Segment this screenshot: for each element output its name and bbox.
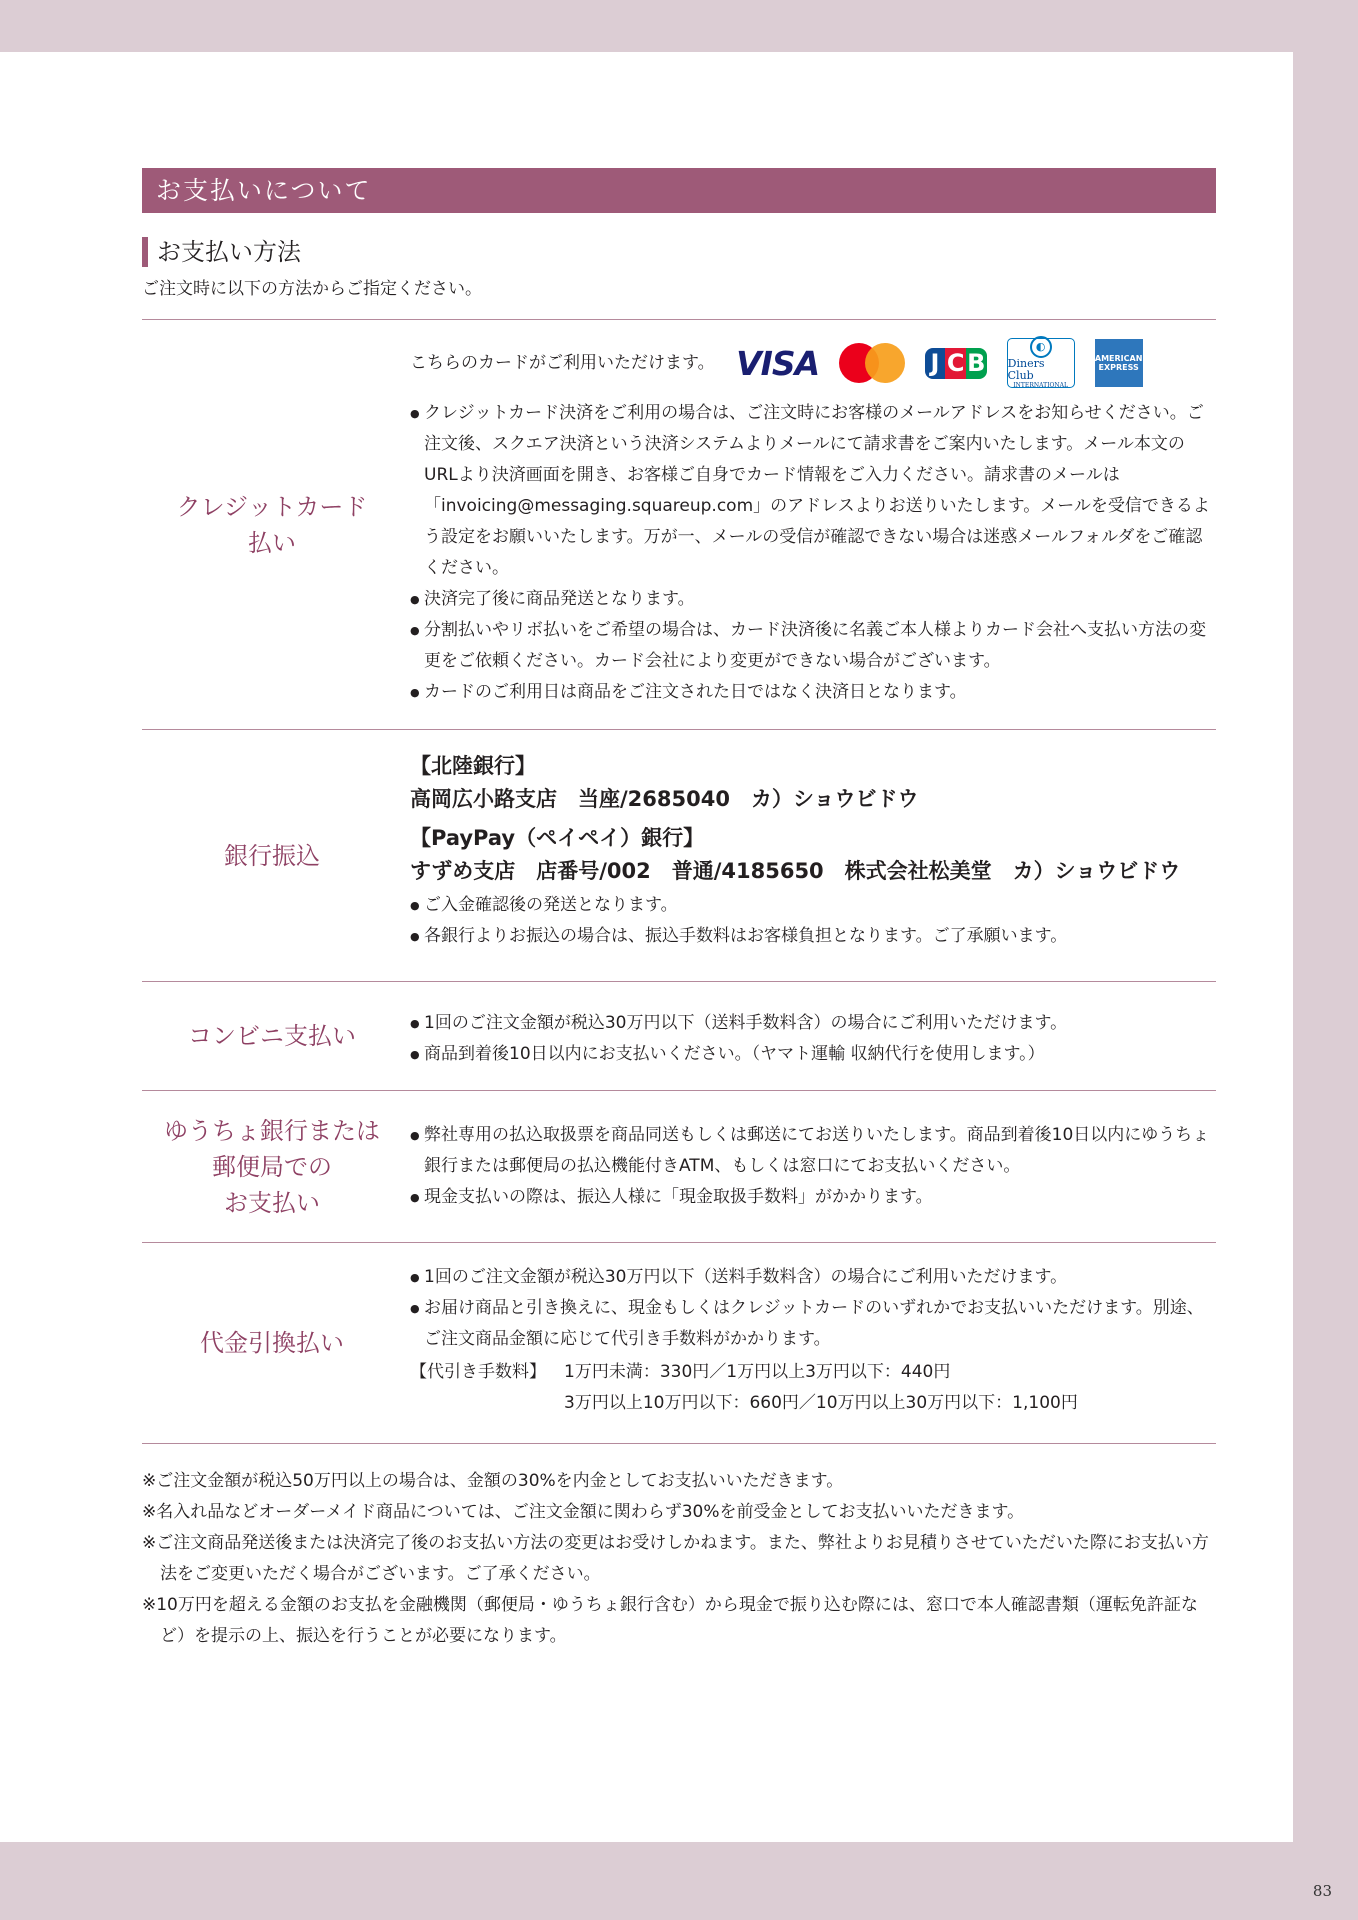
row-postal bbox=[142, 1091, 1216, 1243]
row-convenience-store bbox=[142, 982, 1216, 1091]
row-content bbox=[402, 320, 1216, 729]
bank-bullets bbox=[410, 890, 1216, 952]
list-item: ● 商品到着後10日以内にお支払いください。（ヤマト運輸 収納代行を使用します。） bbox=[410, 1039, 1216, 1070]
intro-text: ご注文時に以下の方法からご指定ください。 bbox=[142, 279, 482, 299]
cod-fee-label: 【代引き手数料】 bbox=[410, 1362, 546, 1382]
page-content bbox=[142, 168, 1216, 1652]
bank-detail: すずめ支店 店番号/002 普通/4185650 株式会社松美堂 カ）ショウビドウ bbox=[410, 859, 1181, 883]
postal-label: ゆうちょ銀行または 郵便局での お支払い bbox=[164, 1116, 380, 1217]
row-content bbox=[402, 730, 1216, 981]
page-number: 83 bbox=[1312, 1882, 1332, 1900]
row-label bbox=[142, 1091, 402, 1242]
row-credit-card bbox=[142, 320, 1216, 730]
list-item: ● お届け商品と引き換えに、現金もしくはクレジットカードのいずれかでお支払いいただけます。別途、ご注文商品金額に応じて代引き手数料がかかります。 bbox=[410, 1293, 1216, 1355]
cod-bullets bbox=[410, 1262, 1216, 1355]
diners-name: Diners Club bbox=[1007, 357, 1045, 382]
note: ※名入れ品などオーダーメイド商品については、ご注文金額に関わらず30%を前受金としてお支払いいただきます。 bbox=[142, 1502, 1025, 1522]
credit-label: クレジットカード 払い bbox=[176, 492, 368, 557]
list-item: ● 現金支払いの際は、振込人様に「現金取扱手数料」がかかります。 bbox=[410, 1182, 1216, 1213]
row-label bbox=[142, 320, 402, 729]
cod-fee-text: 1万円未満：330円／1万円以上3万円以下：440円 3万円以上10万円以下：660円／10万円以上30万円以下：1,100円 bbox=[564, 1362, 1078, 1413]
row-label bbox=[142, 982, 402, 1090]
bank-name: 【北陸銀行】 bbox=[410, 754, 536, 778]
cards-label: こちらのカードがご利用いただけます。 bbox=[410, 352, 715, 373]
bank-label: 銀行振込 bbox=[224, 841, 320, 870]
payment-methods-table bbox=[142, 319, 1216, 1444]
cod-label: 代金引換払い bbox=[200, 1329, 344, 1357]
notes bbox=[142, 1466, 1216, 1652]
row-label bbox=[142, 1243, 402, 1443]
list-item: ● カードのご利用日は商品をご注文された日ではなく決済日となります。 bbox=[410, 677, 1216, 708]
row-cash-on-delivery bbox=[142, 1243, 1216, 1444]
note: ※ご注文商品発送後または決済完了後のお支払い方法の変更はお受けしかねます。また、弊社よりお見積りさせていただいた際にお支払い方法をご変更いただく場合がございます。ご了承ください。 bbox=[142, 1533, 1209, 1584]
visa-logo: VISA bbox=[736, 343, 820, 383]
mastercard-logo bbox=[839, 341, 905, 385]
diners-club-logo: ◐ Diners Club INTERNATIONAL bbox=[1007, 338, 1075, 388]
diners-sub: INTERNATIONAL bbox=[1013, 382, 1068, 389]
list-item: ● 1回のご注文金額が税込30万円以下（送料手数料含）の場合にご利用いただけます。 bbox=[410, 1262, 1216, 1293]
page bbox=[0, 52, 1293, 1842]
list-item: ● クレジットカード決済をご利用の場合は、ご注文時にお客様のメールアドレスをお知らせください。ご注文後、スクエア決済という決済システムよりメールにて請求書をご案内いたします。メール本文のURLより決済画面を開き、お客様ご自身でカード情報をご入力ください。請求書のメールは「invoicing@messaging.squareup.com」のアドレスよりお送りいたします。メールを受信できるよう設定をお願いいたします。万が一、メールの受信が確認できない場合は迷惑メールフォルダをご確認ください。 bbox=[410, 398, 1216, 584]
cod-fee bbox=[410, 1357, 1216, 1419]
convenience-bullets bbox=[410, 1008, 1216, 1070]
convenience-label: コンビニ支払い bbox=[188, 1022, 356, 1050]
list-item: ● 1回のご注文金額が税込30万円以下（送料手数料含）の場合にご利用いただけます。 bbox=[410, 1008, 1216, 1039]
bank-name: 【PayPay（ペイペイ）銀行】 bbox=[410, 826, 705, 850]
list-item: ● 分割払いやリボ払いをご希望の場合は、カード決済後に名義ご本人様よりカード会社へ支払い方法の変更をご依頼ください。カード会社により変更ができない場合がございます。 bbox=[410, 615, 1216, 677]
list-item: ● 決済完了後に商品発送となります。 bbox=[410, 584, 1216, 615]
list-item: ● 各銀行よりお振込の場合は、振込手数料はお客様負担となります。ご了承願います。 bbox=[410, 921, 1216, 952]
row-label bbox=[142, 730, 402, 981]
american-express-logo: AMERICAN EXPRESS bbox=[1095, 339, 1143, 387]
list-item: ● ご入金確認後の発送となります。 bbox=[410, 890, 1216, 921]
row-bank-transfer bbox=[142, 730, 1216, 982]
row-content bbox=[402, 1091, 1216, 1242]
card-logos bbox=[410, 336, 1216, 390]
note: ※ご注文金額が税込50万円以上の場合は、金額の30%を内金としてお支払いいただきます。 bbox=[142, 1471, 844, 1491]
list-item: ● 弊社専用の払込取扱票を商品同送もしくは郵送にてお送りいたします。商品到着後10日以内にゆうちょ銀行または郵便局の払込機能付きATM、もしくは窓口にてお支払いください。 bbox=[410, 1120, 1216, 1182]
note: ※10万円を超える金額のお支払を金融機関（郵便局・ゆうちょ銀行含む）から現金で振り込む際には、窓口で本人確認書類（運転免許証など）を提示の上、振込を行うことが必要になります。 bbox=[142, 1595, 1198, 1646]
postal-bullets bbox=[410, 1120, 1216, 1213]
bank-detail: 高岡広小路支店 当座/2685040 カ）ショウビドウ bbox=[410, 787, 919, 811]
row-content bbox=[402, 982, 1216, 1090]
page-title: お支払いについて bbox=[142, 168, 1216, 213]
jcb-logo: J C B bbox=[925, 340, 987, 386]
row-content bbox=[402, 1243, 1216, 1443]
credit-bullets bbox=[410, 398, 1216, 708]
section-title: お支払い方法 bbox=[142, 237, 1216, 267]
